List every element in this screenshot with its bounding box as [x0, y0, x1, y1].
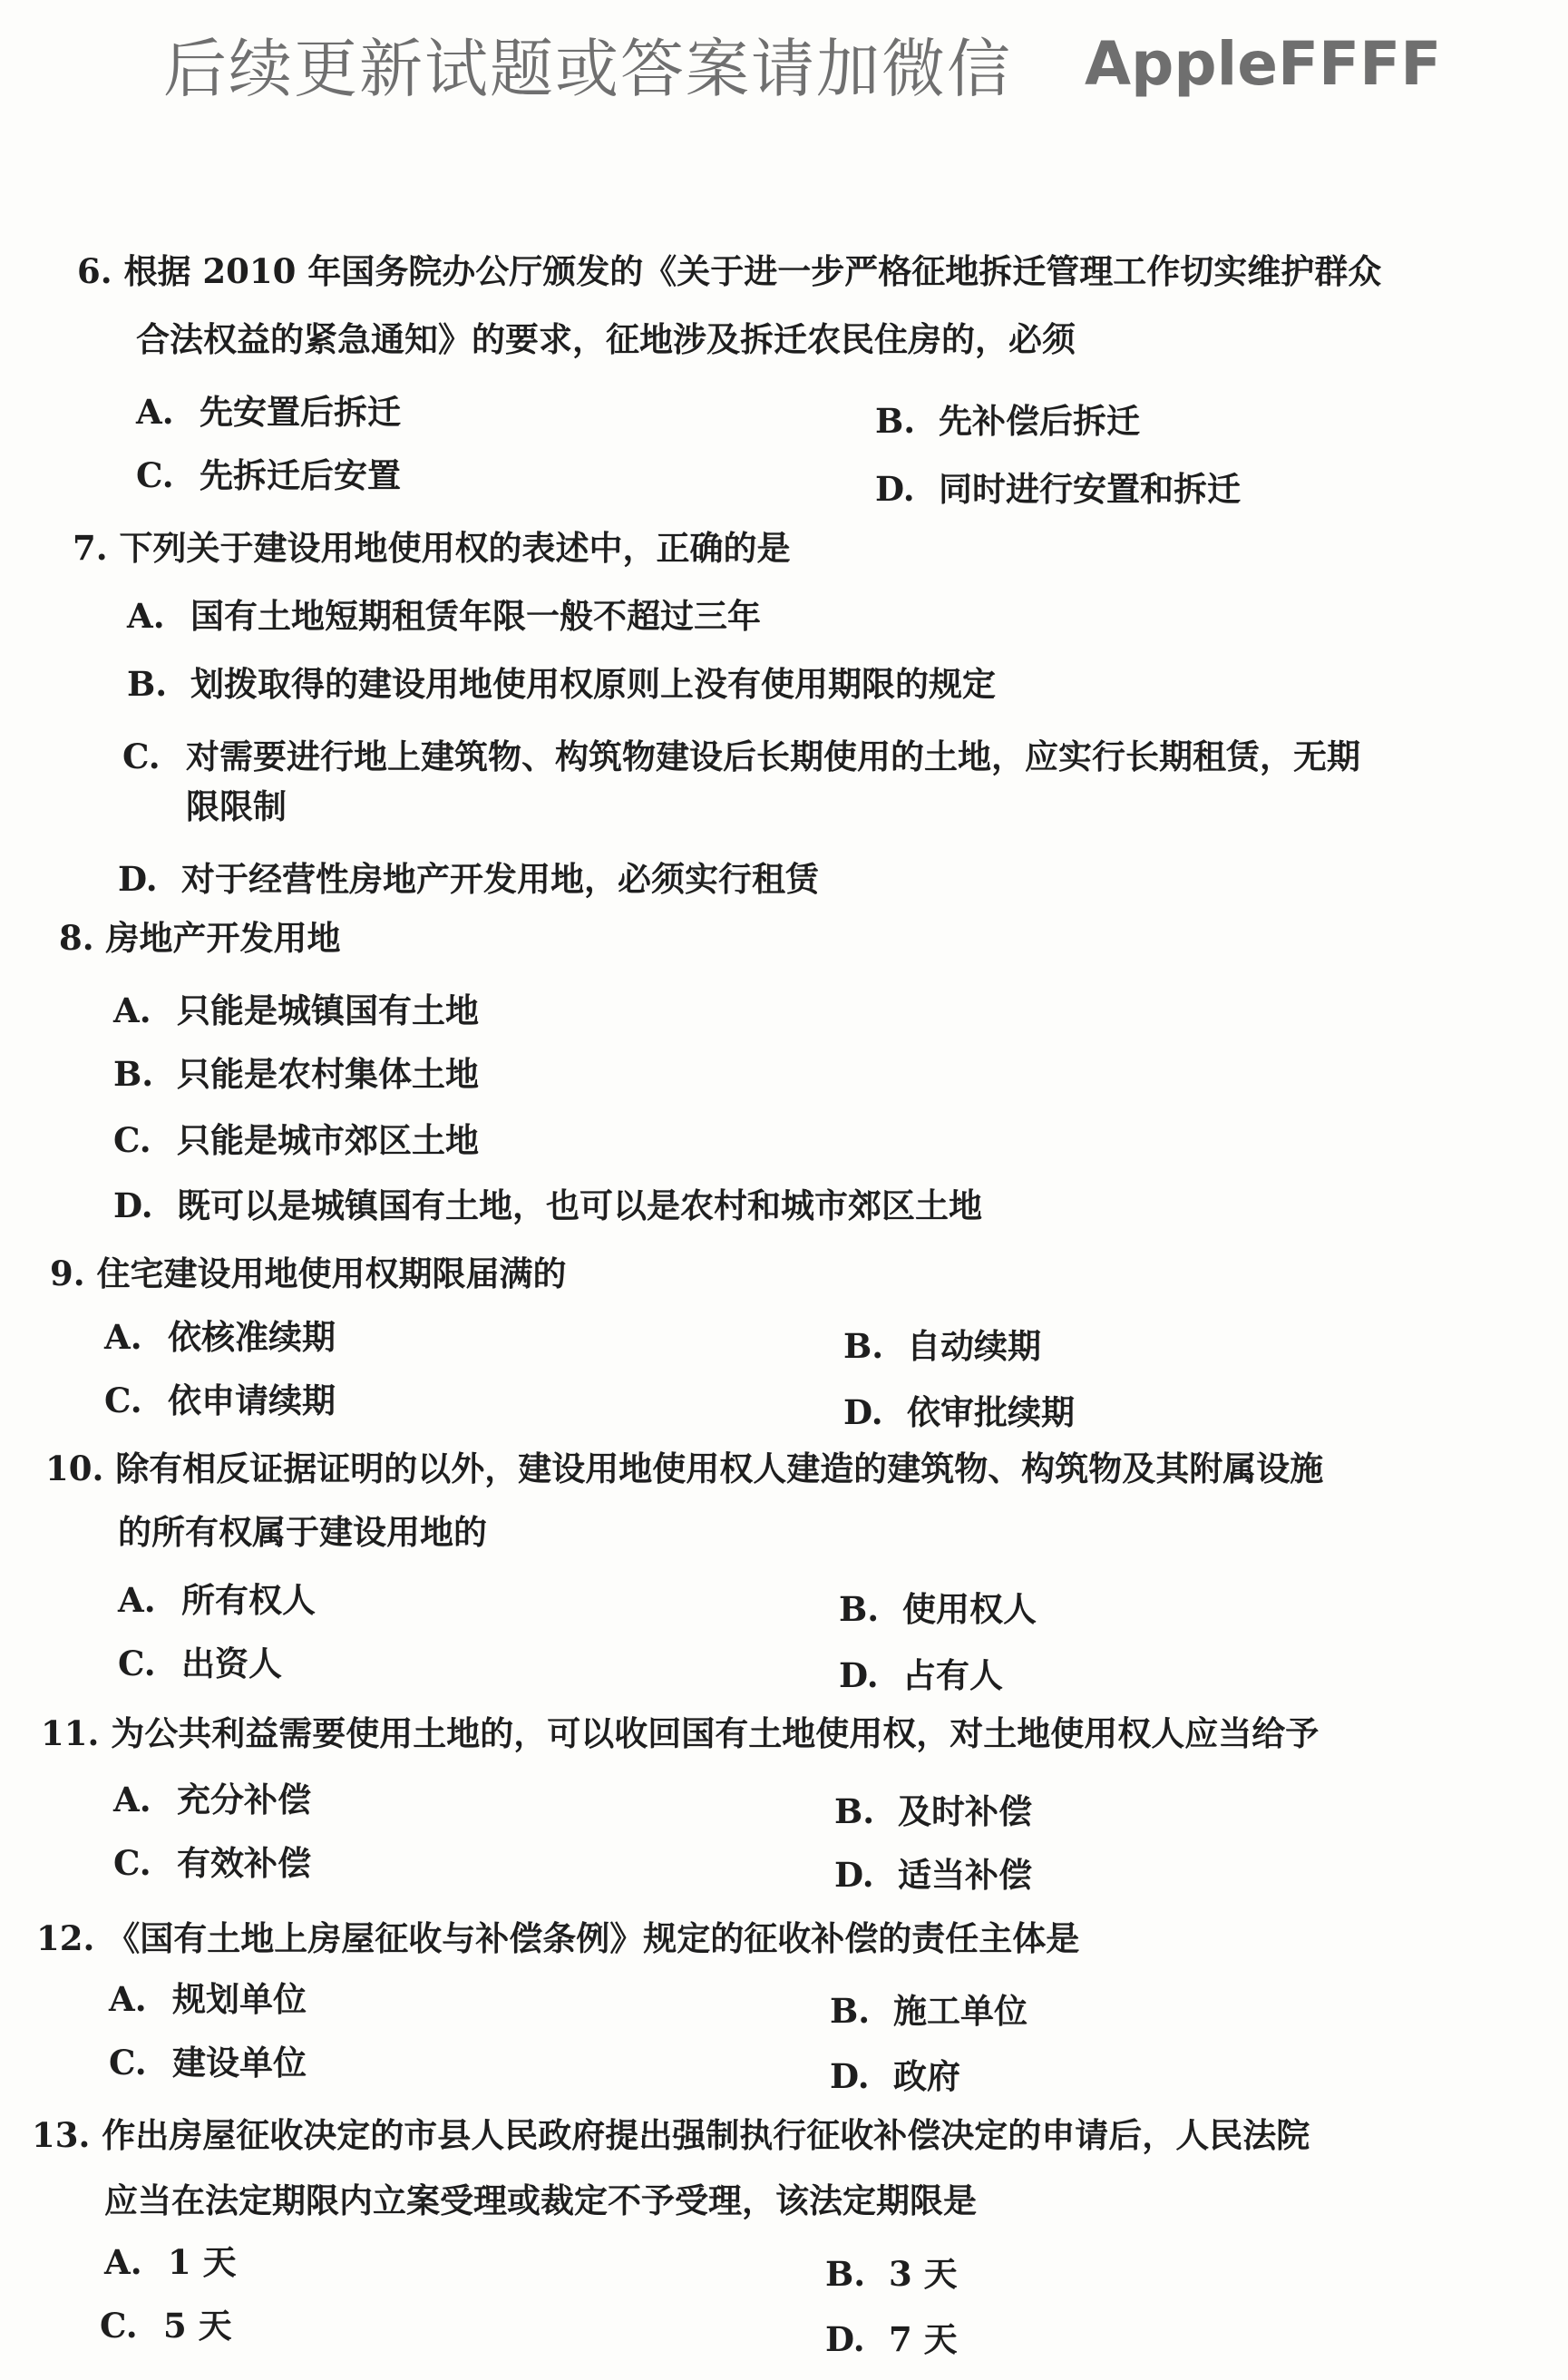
question-7-option-c: C. 对需要进行地上建筑物、构筑物建设后长期使用的土地，应实行长期租赁，无期 — [122, 736, 1360, 776]
question-9-option-c: C. 依申请续期 — [104, 1380, 336, 1420]
question-13-stem — [32, 2109, 1310, 2161]
question-text: 除有相反证据证明的以外，建设用地使用权人建造的建筑物、构筑物及其附属设施 — [115, 1448, 1324, 1488]
question-7-option-b: B. 划拨取得的建设用地使用权原则上没有使用期限的规定 — [127, 664, 996, 704]
question-7-option-c-cont: 限限制 — [186, 786, 287, 826]
question-12-option-b: B. 施工单位 — [830, 1991, 1027, 2031]
question-6-stem — [77, 245, 1381, 298]
question-11-option-c: C. 有效补偿 — [113, 1843, 311, 1883]
question-10-stem-cont: 的所有权属于建设用地的 — [118, 1512, 487, 1552]
question-6-option-b: B. 先补偿后拆迁 — [875, 401, 1140, 441]
question-7-stem — [73, 522, 791, 574]
question-12-stem — [36, 1912, 1079, 1965]
question-8-option-c: C. 只能是城市郊区土地 — [113, 1120, 479, 1160]
question-number: 10. — [45, 1448, 104, 1488]
question-9-option-a: A. 依核准续期 — [104, 1317, 336, 1357]
question-10-option-a: A. 所有权人 — [118, 1580, 316, 1620]
question-6-stem-cont: 合法权益的紧急通知》的要求，征地涉及拆迁农民住房的，必须 — [136, 319, 1076, 359]
page-header — [163, 18, 1487, 109]
question-9-option-d: D. 依审批续期 — [843, 1392, 1075, 1432]
question-8-option-d: D. 既可以是城镇国有土地，也可以是农村和城市郊区土地 — [113, 1185, 982, 1225]
question-10-option-c: C. 出资人 — [118, 1644, 282, 1683]
question-13-stem-cont: 应当在法定期限内立案受理或裁定不予受理，该法定期限是 — [104, 2180, 977, 2220]
question-number: 13. — [32, 2115, 91, 2155]
question-10-option-b: B. 使用权人 — [839, 1589, 1037, 1629]
question-8-stem — [59, 912, 341, 964]
header-wechat-id: AppleFFFF — [1085, 28, 1442, 99]
question-7-option-a: A. 国有土地短期租赁年限一般不超过三年 — [127, 596, 761, 636]
question-10-option-d: D. 占有人 — [839, 1655, 1003, 1695]
question-number: 6. — [77, 251, 112, 291]
question-text: 住宅建设用地使用权期限届满的 — [96, 1253, 567, 1293]
question-text: 为公共利益需要使用土地的，可以收回国有土地使用权，对土地使用权人应当给予 — [111, 1713, 1320, 1753]
question-12-option-c: C. 建设单位 — [109, 2043, 307, 2082]
question-text: 根据 2010 年国务院办公厅颁发的《关于进一步严格征地拆迁管理工作切实维护群众 — [123, 251, 1382, 291]
question-6-option-a: A. 先安置后拆迁 — [136, 392, 401, 432]
question-13-option-b: B. 3 天 — [825, 2254, 958, 2294]
question-11-option-a: A. 充分补偿 — [113, 1780, 311, 1819]
question-13-option-c: C. 5 天 — [100, 2306, 232, 2346]
question-text: 下列关于建设用地使用权的表述中，正确的是 — [119, 528, 791, 568]
header-notice: 后续更新试题或答案请加微信 — [163, 31, 1012, 106]
question-number: 7. — [73, 528, 108, 568]
question-11-stem — [41, 1707, 1319, 1760]
question-text: 作出房屋征收决定的市县人民政府提出强制执行征收补偿决定的申请后，人民法院 — [102, 2115, 1310, 2155]
question-9-option-b: B. 自动续期 — [843, 1326, 1041, 1366]
question-11-option-b: B. 及时补偿 — [834, 1791, 1032, 1831]
question-number: 9. — [50, 1253, 85, 1293]
question-11-option-d: D. 适当补偿 — [834, 1855, 1032, 1895]
question-number: 8. — [59, 918, 94, 958]
question-number: 12. — [36, 1918, 95, 1958]
question-6-option-d: D. 同时进行安置和拆迁 — [875, 469, 1241, 509]
question-text: 《国有土地上房屋征收与补偿条例》规定的征收补偿的责任主体是 — [106, 1918, 1080, 1958]
question-12-option-d: D. 政府 — [830, 2056, 960, 2096]
question-7-option-d: D. 对于经营性房地产开发用地，必须实行租赁 — [118, 859, 819, 899]
question-9-stem — [50, 1247, 567, 1300]
question-13-option-a: A. 1 天 — [104, 2242, 237, 2282]
question-10-stem — [45, 1442, 1323, 1495]
question-12-option-a: A. 规划单位 — [109, 1979, 307, 2019]
question-8-option-b: B. 只能是农村集体土地 — [113, 1054, 479, 1094]
question-text: 房地产开发用地 — [105, 918, 341, 958]
question-number: 11. — [41, 1713, 100, 1753]
question-8-option-a: A. 只能是城镇国有土地 — [113, 990, 479, 1030]
question-13-option-d: D. 7 天 — [825, 2319, 958, 2359]
question-6-option-c: C. 先拆迁后安置 — [136, 455, 401, 495]
